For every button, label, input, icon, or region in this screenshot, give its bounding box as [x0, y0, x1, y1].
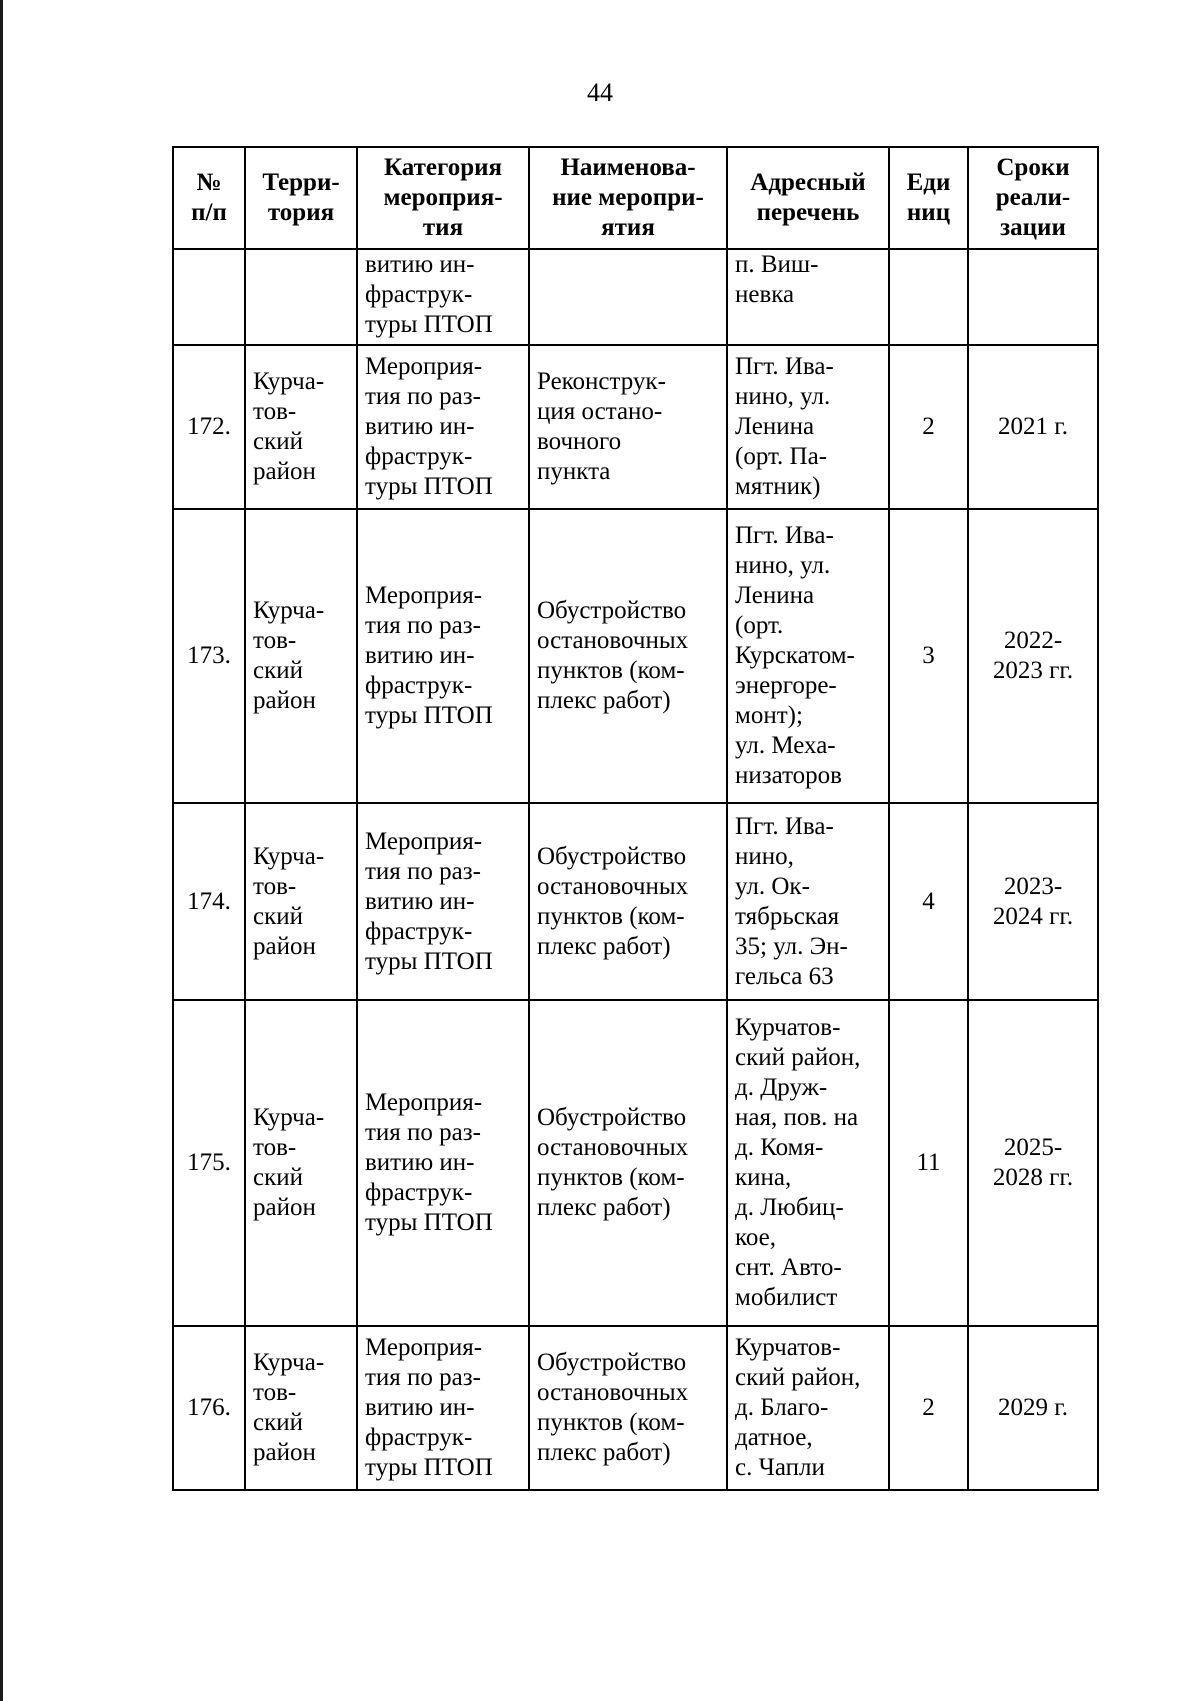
cell-measure-name: Обустройство остановочных пунктов (ком- плекс работ)	[529, 1000, 727, 1326]
header-implementation-dates: Сроки реали- зации	[968, 147, 1098, 249]
cell-territory: Курча- тов- ский район	[245, 1326, 357, 1490]
table-row	[173, 803, 1098, 1000]
table-header-row	[173, 147, 1098, 249]
cell-units: 11	[889, 1000, 968, 1326]
cell-territory: Курча- тов- ский район	[245, 345, 357, 509]
table-row	[173, 509, 1098, 803]
page-edge-line	[0, 0, 3, 1701]
cell-dates: 2023- 2024 гг.	[968, 803, 1098, 1000]
header-measure-name: Наименова- ние меропри- ятия	[529, 147, 727, 249]
cell-address: Пгт. Ива- нино, ул. Ленина (орт. Курскатом- энергоре- монт); ул. Меха- низаторов	[727, 509, 889, 803]
cell-territory: Курча- тов- ский район	[245, 803, 357, 1000]
cell-category: Мероприя- тия по раз- витию ин- фраструк- туры ПТОП	[357, 803, 529, 1000]
cell-dates: 2029 г.	[968, 1326, 1098, 1490]
cell-category: Мероприя- тия по раз- витию ин- фраструк- туры ПТОП	[357, 509, 529, 803]
measures-table	[172, 146, 1099, 1491]
cell-dates: 2022- 2023 гг.	[968, 509, 1098, 803]
header-units: Еди ниц	[889, 147, 968, 249]
cell-address: п. Виш- невка	[727, 249, 889, 345]
table-row	[173, 345, 1098, 509]
page-number: 44	[587, 78, 613, 107]
cell-measure-name: Реконструк- ция остано- вочного пункта	[529, 345, 727, 509]
cell-units	[889, 249, 968, 345]
table-row	[173, 1326, 1098, 1490]
cell-units: 4	[889, 803, 968, 1000]
cell-units: 2	[889, 1326, 968, 1490]
cell-measure-name: Обустройство остановочных пунктов (ком- плекс работ)	[529, 1326, 727, 1490]
cell-dates: 2025- 2028 гг.	[968, 1000, 1098, 1326]
cell-category: Мероприя- тия по раз- витию ин- фраструк- туры ПТОП	[357, 1000, 529, 1326]
cell-dates	[968, 249, 1098, 345]
cell-category: Мероприя- тия по раз- витию ин- фраструк- туры ПТОП	[357, 1326, 529, 1490]
cell-number: 172.	[173, 345, 245, 509]
cell-measure-name: Обустройство остановочных пунктов (ком- плекс работ)	[529, 803, 727, 1000]
table-row	[173, 1000, 1098, 1326]
header-category: Категория мероприя- тия	[357, 147, 529, 249]
cell-address: Пгт. Ива- нино, ул. Ок- тябрьская 35; ул. Эн- гельса 63	[727, 803, 889, 1000]
cell-dates: 2021 г.	[968, 345, 1098, 509]
cell-number: 174.	[173, 803, 245, 1000]
cell-units: 3	[889, 509, 968, 803]
cell-territory: Курча- тов- ский район	[245, 509, 357, 803]
cell-address: Пгт. Ива- нино, ул. Ленина (орт. Па- мятник)	[727, 345, 889, 509]
cell-address: Курчатов- ский район, д. Друж- ная, пов. на д. Комя- кина, д. Любиц- кое, снт. Авто- мобилист	[727, 1000, 889, 1326]
cell-number	[173, 249, 245, 345]
cell-number: 173.	[173, 509, 245, 803]
cell-category: Мероприя- тия по раз- витию ин- фраструк- туры ПТОП	[357, 345, 529, 509]
cell-category: витию ин- фраструк- туры ПТОП	[357, 249, 529, 345]
cell-units: 2	[889, 345, 968, 509]
table-row-continuation	[173, 249, 1098, 345]
header-territory: Терри- тория	[245, 147, 357, 249]
cell-address: Курчатов- ский район, д. Благо- датное, с. Чапли	[727, 1326, 889, 1490]
cell-number: 176.	[173, 1326, 245, 1490]
cell-measure-name: Обустройство остановочных пунктов (ком- плекс работ)	[529, 509, 727, 803]
header-address-list: Адресный перечень	[727, 147, 889, 249]
cell-territory: Курча- тов- ский район	[245, 1000, 357, 1326]
cell-number: 175.	[173, 1000, 245, 1326]
header-number: № п/п	[173, 147, 245, 249]
cell-measure-name	[529, 249, 727, 345]
cell-territory	[245, 249, 357, 345]
